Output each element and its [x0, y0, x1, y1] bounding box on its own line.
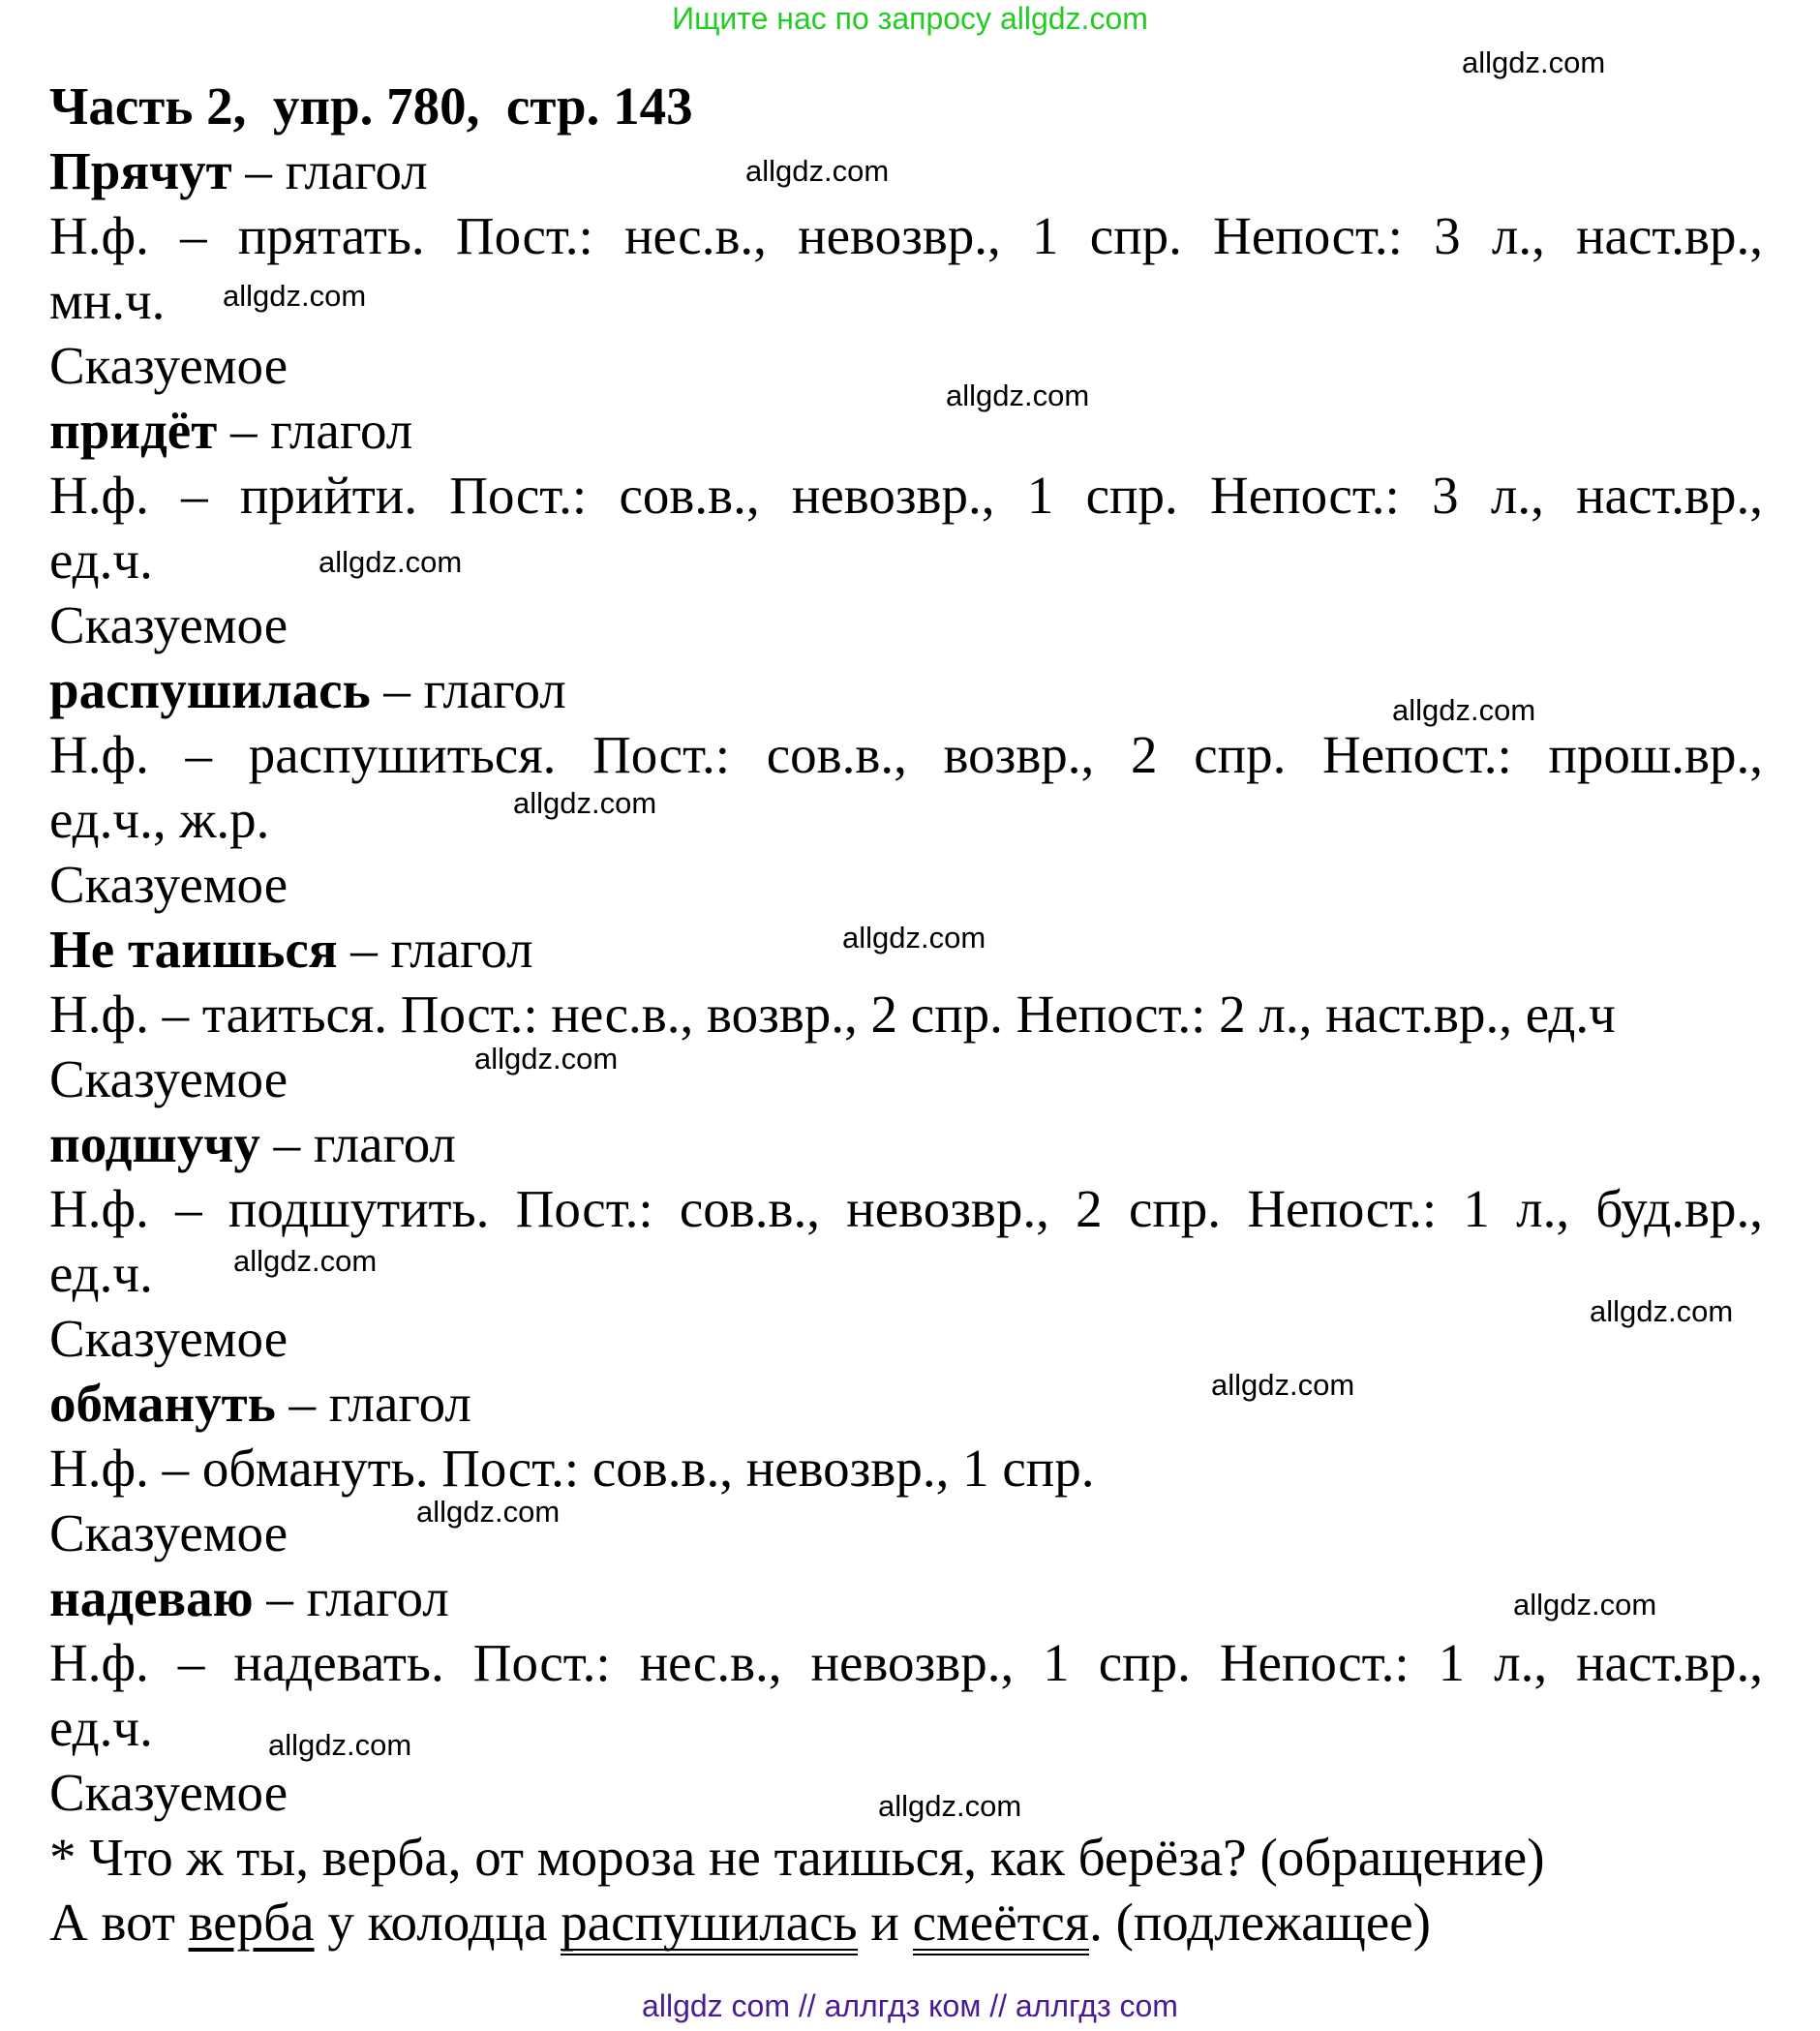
bold-term: подшучу	[49, 1114, 260, 1173]
text-segment: ед.ч.	[49, 1698, 153, 1757]
text-line	[49, 1438, 1763, 1502]
text-line	[49, 1567, 1763, 1632]
text-line	[49, 465, 1763, 530]
text-line	[49, 984, 1763, 1048]
watermark-text: allgdz.com	[878, 1789, 1022, 1823]
text-segment: ед.ч.	[49, 1244, 153, 1303]
text-segment: – глагол	[259, 1114, 456, 1173]
text-segment: – глагол	[337, 920, 533, 979]
text-segment: – глагол	[217, 401, 413, 460]
predicate-underlined: распушилась	[561, 1895, 857, 1955]
text-segment: Н.ф. – распушиться. Пост.: сов.в., возвр., 2 спр. Непост.: прош.вр.,	[49, 725, 1763, 784]
watermark-text: allgdz.com	[745, 154, 890, 188]
text-segment: Н.ф. – подшутить. Пост.: сов.в., невозвр., 2 спр. Непост.: 1 л., буд.вр.,	[49, 1179, 1763, 1238]
text-segment: Сказуемое	[49, 1503, 288, 1562]
text-segment: – глагол	[275, 1374, 471, 1433]
watermark-text: allgdz.com	[1392, 693, 1536, 727]
text-segment: Н.ф. – прятать. Пост.: нес.в., невозвр., 1 спр. Непост.: 3 л., наст.вр.,	[49, 206, 1763, 265]
text-segment: Сказуемое	[49, 1049, 288, 1108]
bold-term: Часть 2, упр. 780, стр. 143	[49, 76, 693, 136]
search-banner: Ищите нас по запросу allgdz.com	[672, 1, 1148, 36]
text-line	[49, 1178, 1763, 1243]
predicate-underlined: смеётся	[913, 1895, 1089, 1955]
text-segment: Н.ф. – надевать. Пост.: нес.в., невозвр., 1 спр. Непост.: 1 л., наст.вр.,	[49, 1633, 1763, 1692]
bold-term: придёт	[49, 401, 218, 460]
text-line	[49, 786, 1763, 854]
footer-banner: allgdz com // аллгдз ком // аллгдз com	[642, 1988, 1178, 2023]
watermark-text: allgdz.com	[1513, 1588, 1657, 1622]
text-line	[49, 530, 1763, 594]
text-line	[49, 1892, 1763, 1956]
text-segment: Н.ф. – обмануть. Пост.: сов.в., невозвр., 1 спр.	[49, 1439, 1095, 1498]
page-title	[49, 76, 1763, 140]
text-segment: А вот	[49, 1893, 189, 1952]
text-line	[49, 1048, 1763, 1113]
text-line	[49, 1113, 1763, 1178]
text-line	[49, 594, 1763, 659]
text-segment: – глагол	[370, 660, 566, 719]
text-segment: * Что ж ты, верба, от мороза не таишься, как берёза? (обращение)	[49, 1828, 1545, 1887]
text-line	[49, 724, 1763, 789]
text-segment: Сказуемое	[49, 855, 288, 914]
watermark-text: allgdz.com	[946, 379, 1090, 412]
text-segment: Сказуемое	[49, 336, 288, 395]
watermark-text: allgdz.com	[842, 921, 986, 955]
watermark-text: allgdz.com	[416, 1495, 561, 1529]
bold-term: Прячут	[49, 141, 232, 200]
watermark-text: allgdz.com	[318, 545, 463, 579]
text-line	[49, 400, 1763, 465]
text-line	[49, 1502, 1763, 1567]
subject-underlined: верба	[188, 1893, 315, 1952]
text-segment: Сказуемое	[49, 595, 288, 654]
text-segment: – глагол	[231, 141, 428, 200]
text-line	[49, 335, 1763, 400]
text-segment: Н.ф. – таиться. Пост.: нес.в., возвр., 2 спр. Непост.: 2 л., наст.вр., ед.ч	[49, 985, 1616, 1044]
text-segment: у колодца	[314, 1893, 561, 1952]
watermark-text: allgdz.com	[1590, 1294, 1734, 1328]
text-segment: Сказуемое	[49, 1763, 288, 1822]
bold-term: Не таишься	[49, 920, 338, 979]
watermark-text: allgdz.com	[513, 786, 657, 820]
text-segment: Н.ф. – прийти. Пост.: сов.в., невозвр., 1 спр. Непост.: 3 л., наст.вр.,	[49, 466, 1763, 525]
bold-term: надеваю	[49, 1568, 254, 1627]
watermark-text: allgdz.com	[268, 1728, 412, 1762]
watermark-text: allgdz.com	[474, 1042, 619, 1076]
bold-term: обмануть	[49, 1374, 276, 1433]
text-line	[49, 854, 1763, 919]
text-segment: ед.ч., ж.р.	[49, 790, 270, 849]
watermark-text: allgdz.com	[223, 279, 367, 313]
text-line	[49, 1827, 1763, 1892]
text-line	[49, 140, 1763, 205]
watermark-text: allgdz.com	[1462, 45, 1606, 79]
text-line	[49, 1373, 1763, 1438]
text-segment: и	[857, 1893, 913, 1952]
text-line	[49, 1632, 1763, 1697]
text-line	[49, 205, 1763, 270]
text-line	[49, 1308, 1763, 1373]
text-segment: Сказуемое	[49, 1309, 288, 1368]
text-segment: – глагол	[253, 1568, 449, 1627]
watermark-text: allgdz.com	[233, 1244, 378, 1278]
text-segment: мн.ч.	[49, 271, 166, 330]
text-segment: . (подлежащее)	[1089, 1893, 1431, 1952]
text-segment: ед.ч.	[49, 530, 153, 590]
bold-term: распушилась	[49, 660, 371, 719]
watermark-text: allgdz.com	[1211, 1368, 1355, 1402]
